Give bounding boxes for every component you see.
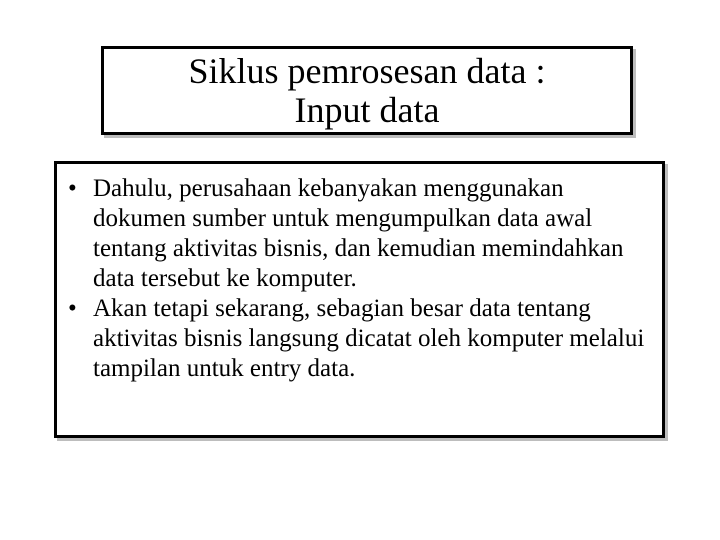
slide-title-box xyxy=(101,46,633,135)
slide-title-line-1: Siklus pemrosesan data : xyxy=(188,50,546,91)
bullet-item-1 xyxy=(65,174,656,294)
bullet-icon: • xyxy=(68,295,77,322)
bullet-list xyxy=(65,174,656,384)
bullet-text-2: Akan tetapi sekarang, sebagian besar data tentang aktivitas bisnis langsung dicatat oleh komputer melalui tampilan untuk entry data. xyxy=(93,295,645,382)
slide-title-line-2: Input data xyxy=(294,89,440,130)
bullet-icon: • xyxy=(68,175,77,202)
bullet-item-2 xyxy=(65,294,656,384)
slide-content-box xyxy=(54,161,665,438)
bullet-text-1: Dahulu, perusahaan kebanyakan menggunakan dokumen sumber untuk mengumpulkan data awal tentang aktivitas bisnis, dan kemudian memindahkan data tersebut ke komputer. xyxy=(93,175,624,292)
